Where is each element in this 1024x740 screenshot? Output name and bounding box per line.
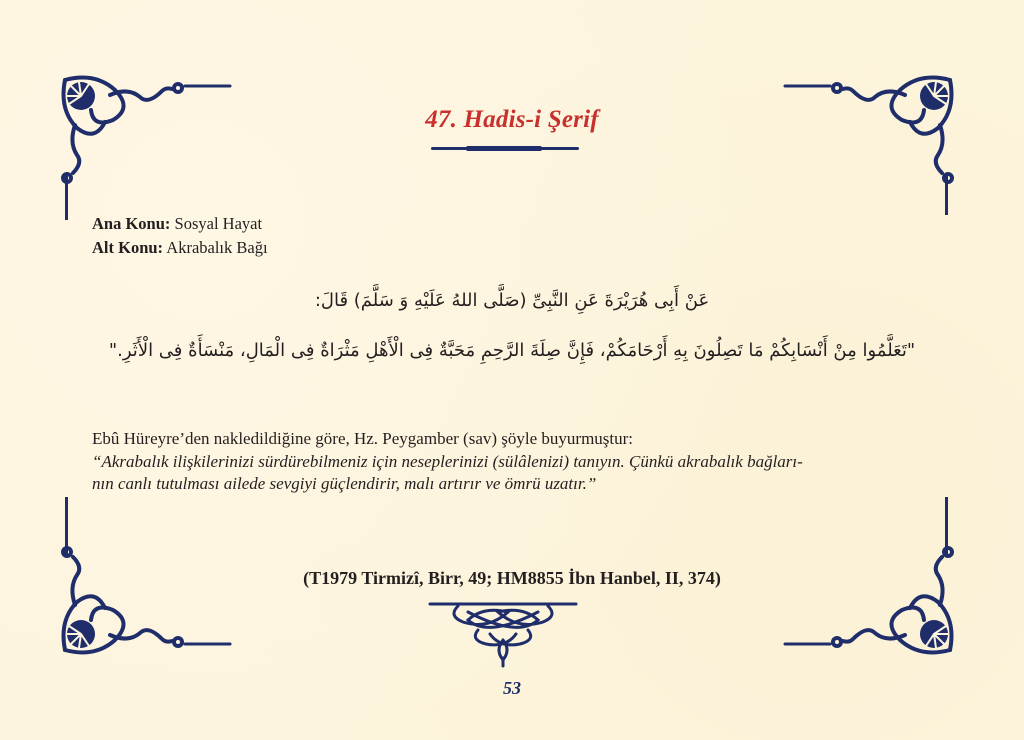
main-topic <box>92 212 268 236</box>
corner-ornament-top-right-icon <box>780 70 960 220</box>
translation-quote-line-1: “Akrabalık ilişkilerinizi sürdürebilmeniz için neseplerinizi (sülâlenizi) tanıyın. Çünkü akrabalık bağları- <box>92 451 803 471</box>
border-line-right-top <box>945 175 948 215</box>
knot-flourish-icon <box>428 600 578 670</box>
page-number: 53 <box>503 678 521 698</box>
main-topic-label: Ana Konu: <box>92 214 171 233</box>
translation-block <box>92 428 942 496</box>
border-line-right-bottom <box>945 497 948 557</box>
arabic-isnad: عَنْ أَبِى هُرَيْرَةَ عَنِ النَّبِىِّ (صَلَّى اللهُ عَلَيْهِ وَ سَلَّمَ) قَالَ: <box>314 290 710 311</box>
border-line-left-top <box>65 175 68 220</box>
corner-ornament-top-left-icon <box>55 70 235 220</box>
arabic-hadith-text: "تَعَلَّمُوا مِنْ أَنْسَابِكُمْ مَا تَصِلُونَ بِهِ أَرْحَامَكُمْ، فَإِنَّ صِلَةَ الرَّحِمِ مَحَبَّةٌ فِى الْأَهْلِ مَثْرَاةٌ فِى الْمَالِ، مَنْسَأَةٌ فِى الْأَثَرِ." <box>108 340 916 361</box>
page-title: 47. Hadis-i Şerif <box>425 106 599 133</box>
translation-quote-line-2: nın canlı tutulması ailede sevgiyi güçlendirir, malı artırır ve ömrü uzatır.” <box>92 474 597 493</box>
source-citation: (T1979 Tirmizî, Birr, 49; HM8855 İbn Hanbel, II, 374) <box>303 568 721 588</box>
sub-topic-value: Akrabalık Bağı <box>163 238 268 257</box>
main-topic-value: Sosyal Hayat <box>170 214 263 233</box>
topic-meta <box>92 212 268 260</box>
border-line-left-bottom <box>65 497 68 557</box>
translation-intro: Ebû Hüreyre’den nakledildiğine göre, Hz. Peygamber (sav) şöyle buyurmuştur: <box>92 429 634 448</box>
title-underline <box>431 147 579 150</box>
sub-topic-label: Alt Konu: <box>92 238 164 257</box>
sub-topic <box>92 236 268 260</box>
